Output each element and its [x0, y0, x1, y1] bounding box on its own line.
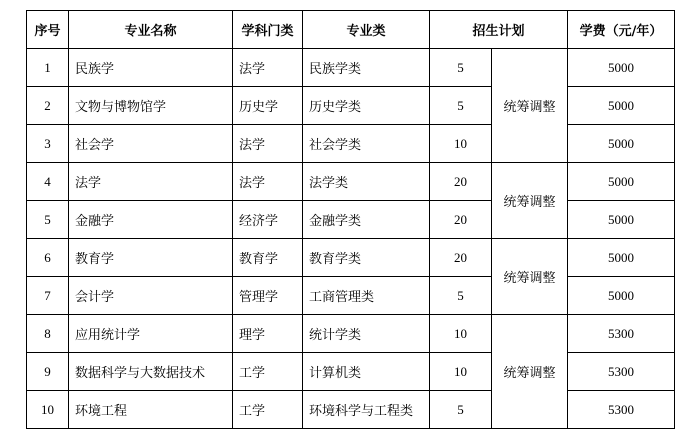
fee: 5000 [568, 201, 675, 239]
discipline: 法学 [233, 125, 303, 163]
category: 工商管理类 [303, 277, 430, 315]
row-no: 2 [27, 87, 69, 125]
category: 教育学类 [303, 239, 430, 277]
table-row [27, 125, 675, 163]
group-note: 统筹调整 [492, 239, 568, 315]
fee: 5000 [568, 87, 675, 125]
major-name: 金融学 [69, 201, 233, 239]
table-row [27, 239, 675, 277]
category: 民族学类 [303, 49, 430, 87]
plan-count: 5 [430, 87, 492, 125]
plan-count: 10 [430, 353, 492, 391]
plan-count: 20 [430, 201, 492, 239]
plan-count: 10 [430, 125, 492, 163]
major-name: 应用统计学 [69, 315, 233, 353]
fee: 5000 [568, 125, 675, 163]
group-note: 统筹调整 [492, 315, 568, 429]
fee: 5300 [568, 391, 675, 429]
category: 金融学类 [303, 201, 430, 239]
major-name: 文物与博物馆学 [69, 87, 233, 125]
category: 社会学类 [303, 125, 430, 163]
category: 计算机类 [303, 353, 430, 391]
category: 统计学类 [303, 315, 430, 353]
fee: 5000 [568, 49, 675, 87]
row-no: 8 [27, 315, 69, 353]
row-no: 1 [27, 49, 69, 87]
discipline: 工学 [233, 353, 303, 391]
col-header-discipline: 学科门类 [233, 11, 303, 49]
discipline: 理学 [233, 315, 303, 353]
table-row [27, 315, 675, 353]
fee: 5000 [568, 163, 675, 201]
discipline: 管理学 [233, 277, 303, 315]
fee: 5000 [568, 277, 675, 315]
major-name: 民族学 [69, 49, 233, 87]
major-name: 环境工程 [69, 391, 233, 429]
category: 环境科学与工程类 [303, 391, 430, 429]
col-header-name: 专业名称 [69, 11, 233, 49]
discipline: 法学 [233, 49, 303, 87]
major-name: 数据科学与大数据技术 [69, 353, 233, 391]
row-no: 7 [27, 277, 69, 315]
fee: 5300 [568, 353, 675, 391]
plan-count: 10 [430, 315, 492, 353]
major-name: 教育学 [69, 239, 233, 277]
table-row [27, 353, 675, 391]
row-no: 5 [27, 201, 69, 239]
header-row [27, 11, 675, 49]
category: 历史学类 [303, 87, 430, 125]
row-no: 4 [27, 163, 69, 201]
fee: 5300 [568, 315, 675, 353]
table-row [27, 87, 675, 125]
category: 法学类 [303, 163, 430, 201]
plan-count: 5 [430, 391, 492, 429]
table-row [27, 391, 675, 429]
group-note: 统筹调整 [492, 49, 568, 163]
discipline: 工学 [233, 391, 303, 429]
enrollment-table [26, 10, 675, 429]
row-no: 10 [27, 391, 69, 429]
row-no: 3 [27, 125, 69, 163]
plan-count: 5 [430, 277, 492, 315]
discipline: 经济学 [233, 201, 303, 239]
fee: 5000 [568, 239, 675, 277]
col-header-plan: 招生计划 [430, 11, 568, 49]
table-row [27, 49, 675, 87]
discipline: 教育学 [233, 239, 303, 277]
group-note: 统筹调整 [492, 163, 568, 239]
major-name: 社会学 [69, 125, 233, 163]
col-header-no: 序号 [27, 11, 69, 49]
table-row [27, 277, 675, 315]
discipline: 历史学 [233, 87, 303, 125]
row-no: 6 [27, 239, 69, 277]
row-no: 9 [27, 353, 69, 391]
table-row [27, 201, 675, 239]
plan-count: 5 [430, 49, 492, 87]
col-header-fee: 学费（元/年） [568, 11, 675, 49]
major-name: 法学 [69, 163, 233, 201]
plan-count: 20 [430, 163, 492, 201]
discipline: 法学 [233, 163, 303, 201]
plan-count: 20 [430, 239, 492, 277]
major-name: 会计学 [69, 277, 233, 315]
table-row [27, 163, 675, 201]
col-header-category: 专业类 [303, 11, 430, 49]
